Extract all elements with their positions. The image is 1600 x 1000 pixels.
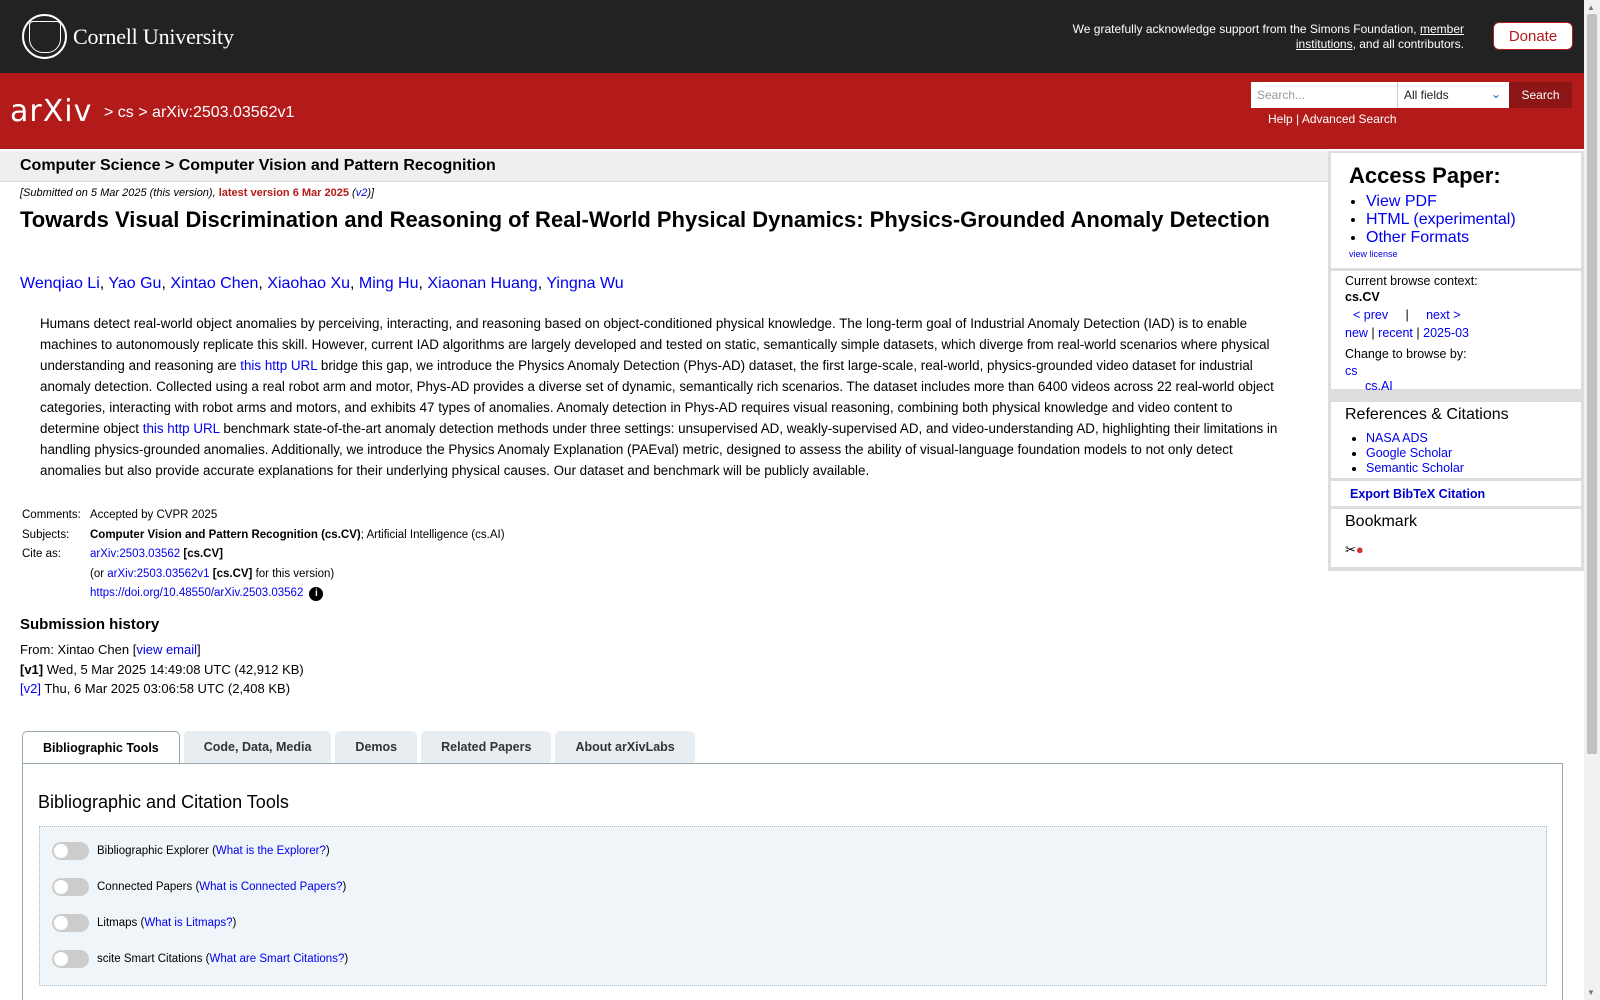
bookmark-icons — [1345, 542, 1364, 558]
toggle-switch[interactable] — [52, 950, 89, 968]
tool-info-link[interactable]: What is Litmaps? — [144, 917, 233, 929]
http-url-link[interactable]: this http URL — [240, 358, 318, 373]
breadcrumb-cs[interactable]: cs — [117, 104, 134, 121]
toggle-switch[interactable] — [52, 914, 89, 932]
other-formats-link[interactable]: Other Formats — [1366, 229, 1470, 246]
bookmark-title: Bookmark — [1345, 513, 1418, 530]
change-browse-label: Change to browse by: — [1345, 347, 1467, 361]
author-link[interactable]: Xintao Chen — [170, 275, 259, 292]
cite-version: (or arXiv:2503.03562v1 [cs.CV] for this version) — [90, 567, 335, 580]
subjects-value: Computer Vision and Pattern Recognition (cs.CV); Artificial Intelligence (cs.AI) — [90, 528, 505, 541]
help-links: Help | Advanced Search — [1268, 112, 1397, 126]
search-field-select[interactable]: All fields ⌄ — [1397, 82, 1509, 108]
recent-link[interactable]: recent — [1378, 326, 1413, 340]
tool-row: Connected Papers ( What is Connected Papers? ) — [52, 878, 346, 896]
access-paper-title: Access Paper: — [1349, 163, 1501, 188]
scroll-down-arrow-icon[interactable]: ▼ — [1587, 988, 1595, 997]
submission-history-title: Submission history — [20, 616, 160, 633]
bibsonomy-icon[interactable]: ✂ — [1345, 542, 1356, 557]
search-input[interactable]: Search... — [1251, 82, 1397, 108]
arxiv-header — [0, 73, 1584, 149]
tool-row: Bibliographic Explorer ( What is the Explorer? ) — [52, 842, 330, 860]
scroll-up-arrow-icon[interactable]: ▲ — [1587, 3, 1595, 12]
browse-csai-link: cs.AI — [1365, 379, 1393, 393]
latest-version-note: latest version 6 Mar 2025 — [218, 187, 349, 199]
cornell-header — [0, 0, 1584, 73]
subjects-label: Subjects: — [22, 528, 70, 541]
member-institutions-link[interactable]: member institutions — [1295, 22, 1464, 51]
author-link[interactable]: Wenqiao Li — [20, 275, 100, 292]
paper-title: Towards Visual Discrimination and Reasoning of Real-World Physical Dynamics: Physics-Grounded Anomaly Detection — [20, 207, 1270, 232]
v1-label: [v1] — [20, 661, 44, 677]
browse-context-label: Current browse context: — [1345, 274, 1478, 288]
support-acknowledgement: We gratefully acknowledge support from the Simons Foundation, member institutions, and all contributors. — [1072, 22, 1464, 51]
breadcrumb: > cs > arXiv:2503.03562v1 — [104, 104, 295, 121]
info-icon[interactable]: i — [309, 587, 323, 601]
tool-row: scite Smart Citations ( What are Smart Citations? ) — [52, 950, 348, 968]
comments-label: Comments: — [22, 509, 81, 521]
scrollbar[interactable] — [1584, 0, 1600, 1000]
cornell-seal-icon — [22, 14, 67, 59]
help-link[interactable]: Help — [1268, 112, 1293, 126]
toggle-switch[interactable] — [52, 842, 89, 860]
google-scholar-link[interactable]: Google Scholar — [1366, 446, 1453, 460]
http-url-link[interactable]: this http URL — [142, 421, 220, 436]
tool-info-link[interactable]: What are Smart Citations? — [209, 953, 345, 965]
cornell-name: Cornell University — [73, 23, 234, 49]
search-button[interactable]: Search — [1509, 82, 1572, 108]
labs-tabs — [22, 731, 699, 764]
cite-label: Cite as: — [22, 548, 61, 560]
reddit-icon[interactable]: ● — [1355, 542, 1364, 557]
html-link[interactable]: HTML (experimental) — [1366, 211, 1516, 228]
tab-panel — [22, 763, 1563, 1000]
toggle-switch[interactable] — [52, 878, 89, 896]
submission-history: From: Xintao Chen [view email] [v1] Wed, 5 Mar 2025 14:49:08 UTC (42,912 KB) [v2] Thu, 6 Mar 2025 03:06:58 UTC (2,408 KB) — [20, 642, 304, 696]
advanced-search-link[interactable]: Advanced Search — [1301, 112, 1397, 126]
view-license-link[interactable]: view license — [1349, 249, 1398, 259]
author-link[interactable]: Ming Hu — [358, 275, 419, 292]
tab-code-data-media[interactable]: Code, Data, Media — [184, 731, 332, 763]
author-link[interactable]: Xiaohao Xu — [267, 275, 351, 292]
view-pdf-link[interactable]: View PDF — [1366, 193, 1437, 210]
semantic-scholar-link[interactable]: Semantic Scholar — [1366, 461, 1464, 475]
panel-title: Bibliographic and Citation Tools — [38, 792, 289, 812]
browse-links: new | recent | 2025-03 — [1345, 326, 1469, 340]
export-box — [1331, 481, 1581, 506]
tool-list — [39, 826, 1547, 986]
v2-link[interactable]: v2 — [355, 187, 368, 199]
donate-button[interactable]: Donate — [1493, 22, 1573, 50]
metadata-table — [20, 506, 505, 604]
tool-info-link[interactable]: What is Connected Papers? — [199, 881, 343, 893]
author-link[interactable]: Yao Gu — [108, 275, 162, 292]
browse-nav: < prev | next > — [1353, 308, 1461, 322]
next-link[interactable]: next > — [1426, 308, 1461, 322]
v2-history-link[interactable]: [v2] — [20, 681, 41, 696]
cornell-logo[interactable] — [22, 14, 234, 59]
cite-v1-link[interactable]: arXiv:2503.03562v1 — [107, 567, 210, 580]
abstract: Humans detect real-world object anomalies by perceiving, interacting, and reasoning based on object-conditioned physical knowledge. The long-term goal of Industrial Anomaly Detection (IAD) is to enable machines to autonomously replicate this skill. However, current IAD algorithms are largely developed and tested on static, semantically simple datasets, which diverge from real-world scenarios where physical understanding and reasoning are this http URL bridge this gap, we introduce the Physics Anomaly Detection (Phys-AD) dataset, the first large-scale, real-world, physics-grounded video dataset for industrial anomaly detection. Collected using a real robot arm and motor, Phys-AD provides a diverse set of dynamic, semantically rich scenarios. The dataset includes more than 6400 videos across 22 real-world object categories, interacting with robot arms and motors, and exhibits 47 types of anomalies. Anomaly detection in Phys-AD requires visual reasoning, combining both physical knowledge and video content to determine object this http URL benchmark state-of-the-art anomaly detection methods under three settings: unsupervised AD, weakly-supervised AD, and video-understanding AD, highlighting their limitations in handling physics-grounded anomalies. Additionally, we introduce the Physics Anomaly Explanation (PAEval) metric, designed to assess the ability of visual-language foundation models to not only detect anomalies but also provide accurate explanations for their underlying physical causes. Our dataset and benchmark will be publicly available. — [40, 316, 1278, 478]
browse-context-box — [1331, 271, 1581, 393]
tab-related-papers[interactable]: Related Papers — [421, 731, 551, 763]
tab-about-arxivlabs[interactable]: About arXivLabs — [555, 731, 694, 763]
scroll-thumb[interactable] — [1587, 14, 1597, 754]
cite-value: arXiv:2503.03562 [cs.CV] — [90, 548, 223, 560]
month-link[interactable]: 2025-03 — [1423, 326, 1469, 340]
doi-link[interactable]: https://doi.org/10.48550/arXiv.2503.03562 — [90, 587, 304, 599]
tab-demos[interactable]: Demos — [335, 731, 417, 763]
tab-bibliographic-tools[interactable]: Bibliographic Tools — [22, 731, 180, 764]
category-header — [0, 151, 1328, 182]
browse-context-value: cs.CV — [1345, 290, 1380, 304]
access-paper-box — [1331, 153, 1581, 268]
submission-dateline: [Submitted on 5 Mar 2025 (this version), latest version 6 Mar 2025 (v2)] — [20, 187, 375, 199]
prev-link[interactable]: < prev — [1353, 308, 1389, 322]
cite-link[interactable]: arXiv:2503.03562 — [90, 548, 181, 560]
browse-cs-link: cs — [1345, 364, 1358, 378]
new-link[interactable]: new — [1345, 326, 1368, 340]
chevron-down-icon: ⌄ — [1490, 87, 1501, 101]
references-box — [1331, 402, 1581, 478]
tool-row: Litmaps ( What is Litmaps? ) — [52, 914, 236, 932]
author-link[interactable]: Yingna Wu — [546, 275, 624, 292]
bookmark-box — [1331, 509, 1581, 567]
nasa-ads-link[interactable]: NASA ADS — [1366, 431, 1428, 445]
category-title: Computer Science > Computer Vision and Pattern Recognition — [20, 157, 496, 174]
author-link[interactable]: Xiaonan Huang — [427, 275, 538, 292]
view-email-link[interactable]: view email — [136, 642, 198, 657]
references-title: References & Citations — [1345, 406, 1509, 423]
author-list: Wenqiao Li, Yao Gu, Xintao Chen, Xiaohao Xu, Ming Hu, Xiaonan Huang, Yingna Wu — [20, 275, 624, 292]
breadcrumb-paper-id: arXiv:2503.03562v1 — [152, 104, 295, 121]
arxiv-logo[interactable]: arXiv — [10, 94, 93, 129]
tool-info-link[interactable]: What is the Explorer? — [215, 845, 326, 857]
comments-value: Accepted by CVPR 2025 — [90, 509, 218, 521]
export-bibtex-link[interactable]: Export BibTeX Citation — [1350, 487, 1486, 501]
sidebar — [1328, 151, 1584, 571]
